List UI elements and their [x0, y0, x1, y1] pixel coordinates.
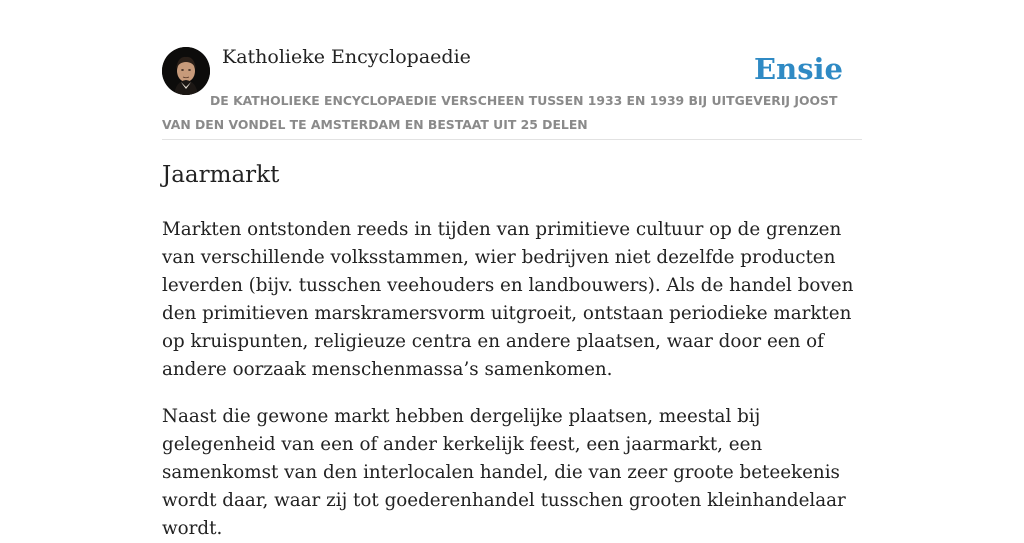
header-divider — [162, 139, 862, 140]
brand-logo[interactable]: Ensie — [754, 52, 843, 86]
source-title[interactable]: Katholieke Encyclopaedie — [222, 46, 471, 68]
entry-paragraph: Naast die gewone markt hebben dergelijke plaatsen, meestal bij gelegenheid van een of ander kerkelijk feest, een jaarmarkt, een samenkomst van den interlocalen handel, die van zeer groote beteekenis wordt daar, waar zij tot goederenhandel tusschen grooten kleinhandelaar wordt. — [162, 406, 846, 539]
portrait-icon — [162, 47, 210, 95]
source-avatar[interactable] — [162, 47, 210, 95]
entry-paragraph: Markten ontstonden reeds in tijden van primitieve cultuur op de grenzen van verschillende volksstammen, wier bedrijven niet dezelfde producten leverden (bijv. tusschen veehouders en landbouwers). Als de handel boven den primitieven marskramersvorm uitgroeit, ontstaan periodieke markten op kruispunten, religieuze centra en andere plaatsen, waar door een of andere oorzaak menschenmassa’s samenkomen. — [162, 219, 854, 380]
entry-title: Jaarmarkt — [162, 162, 280, 188]
article-page — [162, 0, 862, 539]
source-description: DE KATHOLIEKE ENCYCLOPAEDIE VERSCHEEN TUSSEN 1933 EN 1939 BIJ UITGEVERIJ JOOST VAN DEN VONDEL TE AMSTERDAM EN BESTAAT UIT 25 DELEN — [162, 93, 838, 132]
